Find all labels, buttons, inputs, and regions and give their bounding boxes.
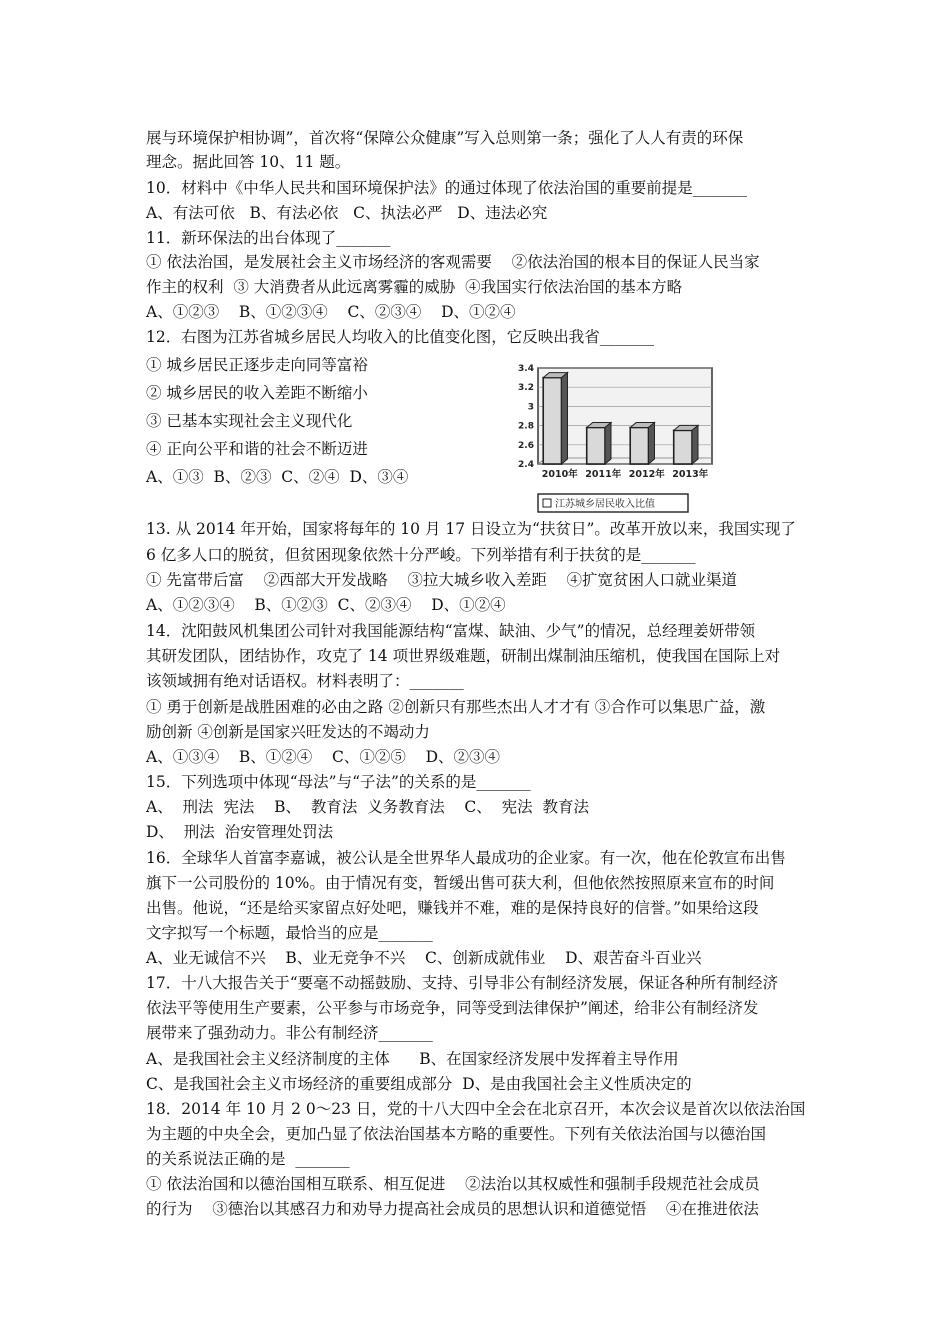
y-tick-label: 2.8 (518, 421, 534, 432)
y-tick-label: 3.2 (518, 383, 534, 394)
x-tick-label: 2012年 (628, 469, 665, 480)
chart-canvas (500, 360, 720, 520)
text-line: ① 勇于创新是战胜困难的必由之路 ②创新只有那些杰出人才才有 ③合作可以集思广益，激 (146, 698, 766, 716)
legend-label: 江苏城乡居民收入比值 (555, 499, 655, 510)
x-tick-label: 2011年 (585, 469, 622, 480)
text-line: 为主题的中央全会，更加凸显了依法治国基本方略的重要性。下列有关依法治国与以德治国 (146, 1125, 767, 1143)
text-line: A、是我国社会主义经济制度的主体 B、在国家经济发展中发挥着主导作用 (146, 1050, 679, 1068)
x-tick-label: 2010年 (541, 469, 578, 480)
text-line: 其研发团队，团结协作，攻克了 14 项世界级难题，研制出煤制油压缩机，使我国在国际上对 (146, 647, 781, 665)
text-line: ① 城乡居民正逐步走向同等富裕 (146, 356, 368, 374)
text-line: 的关系说法正确的是 _______ (146, 1150, 350, 1168)
text-line: A、①②③④ B、①②③ C、②③④ D、①②④ (146, 596, 506, 614)
y-tick-label: 3 (527, 402, 534, 413)
text-line: A、①②③ B、①②③④ C、②③④ D、①②④ (146, 303, 516, 321)
text-line: 17．十八大报告关于“要毫不动摇鼓励、支持、引导非公有制经济发展，保证各种所有制经济 (146, 974, 779, 992)
text-line: 展带来了强劲动力。非公有制经济_______ (146, 1024, 433, 1042)
bar (587, 428, 605, 464)
text-line: 理念。据此回答 10、11 题。 (146, 153, 351, 171)
bar (674, 430, 692, 464)
text-line: ① 先富带后富 ②西部大开发战略 ③拉大城乡收入差距 ④扩宽贫困人口就业渠道 (146, 571, 738, 589)
y-tick-label: 2.6 (518, 440, 534, 451)
bar (630, 428, 648, 464)
text-line: 出售。他说，“还是给买家留点好处吧，赚钱并不难，难的是保持良好的信誉。”如果给这段 (146, 899, 759, 917)
bar-side (648, 423, 654, 464)
text-line: 6 亿多人口的脱贫，但贫困现象依然十分严峻。下列举措有利于扶贫的是_______ (146, 546, 696, 564)
text-line: 依法平等使用生产要素，公平参与市场竞争，同等受到法律保护”阐述，给非公有制经济发 (146, 999, 759, 1017)
text-line: 展与环境保护相协调”，首次将“保障公众健康”写入总则第一条；强化了人人有责的环保 (146, 129, 744, 147)
text-line: ① 依法治国，是发展社会主义市场经济的客观需要 ②依法治国的根本目的保证人民当家 (146, 253, 760, 271)
text-line: 12．右图为江苏省城乡居民人均收入的比值变化图，它反映出我省_______ (146, 328, 654, 346)
bar-side (605, 423, 611, 464)
text-line: A、①③ B、②③ C、②④ D、③④ (146, 468, 409, 486)
text-line: 11．新环保法的出台体现了_______ (146, 229, 391, 247)
text-line: 15．下列选项中体现“母法”与“子法”的关系的是_______ (146, 773, 531, 791)
text-line: 18．2014 年 10 月 2 0～23 日，党的十八大四中全会在北京召开，本次会议是首次以依法治国 (146, 1100, 806, 1118)
text-line: A、①③④ B、①②④ C、①②⑤ D、②③④ (146, 748, 500, 766)
text-line: C、是我国社会主义市场经济的重要组成部分 D、是由我国社会主义性质决定的 (146, 1075, 692, 1093)
legend-swatch (543, 499, 551, 507)
text-line: 作主的权利 ③ 大消费者从此远离雾霾的威胁 ④我国实行依法治国的基本方略 (146, 278, 683, 296)
y-tick-label: 3.4 (518, 364, 534, 374)
bar-side (692, 425, 698, 464)
x-tick-label: 2013年 (672, 469, 709, 480)
text-line: 旗下一公司股份的 10%。由于情况有变，暂缓出售可获大利，但他依然按照原来宣布的时间 (146, 874, 775, 892)
text-line: ① 依法治国和以德治国相互联系、相互促进 ②法治以其权威性和强制手段规范社会成员 (146, 1175, 760, 1193)
text-line: 13. 从 2014 年开始，国家将每年的 10 月 17 日设立为“扶贫日”。改革开放以来，我国实现了 (146, 520, 796, 538)
text-line: 文字拟写一个标题，最恰当的应是_______ (146, 924, 433, 942)
text-line: 10．材料中《中华人民共和国环境保护法》的通过体现了依法治国的重要前提是_______ (146, 179, 747, 197)
text-line: ③ 已基本实现社会主义现代化 (146, 412, 353, 430)
text-line: ④ 正向公平和谐的社会不断迈进 (146, 440, 368, 458)
text-line: A、有法可依 B、有法必依 C、执法必严 D、违法必究 (146, 204, 548, 222)
bar (543, 378, 561, 464)
text-line: ② 城乡居民的收入差距不断缩小 (146, 384, 368, 402)
text-line: A、业无诚信不兴 B、业无竞争不兴 C、创新成就伟业 D、艰苦奋斗百业兴 (146, 949, 702, 967)
y-tick-label: 2.4 (518, 460, 534, 470)
text-line: D、 刑法 治安管理处罚法 (146, 823, 334, 841)
bar-side (561, 373, 567, 464)
text-line: 该领域拥有绝对话语权。材料表明了：_______ (146, 672, 464, 690)
income-ratio-chart (500, 360, 720, 520)
text-line: 14．沈阳鼓风机集团公司针对我国能源结构“富煤、缺油、少气”的情况，总经理姜妍带领 (146, 622, 756, 640)
text-line: A、 刑法 宪法 B、 教育法 义务教育法 C、 宪法 教育法 (146, 798, 589, 816)
text-line: 16．全球华人首富李嘉诚，被公认是全世界华人最成功的企业家。有一次，他在伦敦宣布出售 (146, 849, 786, 867)
text-line: 励创新 ④创新是国家兴旺发达的不竭动力 (146, 723, 430, 741)
text-line: 的行为 ③德治以其感召力和劝导力提高社会成员的思想认识和道德觉悟 ④在推进依法 (146, 1200, 759, 1218)
